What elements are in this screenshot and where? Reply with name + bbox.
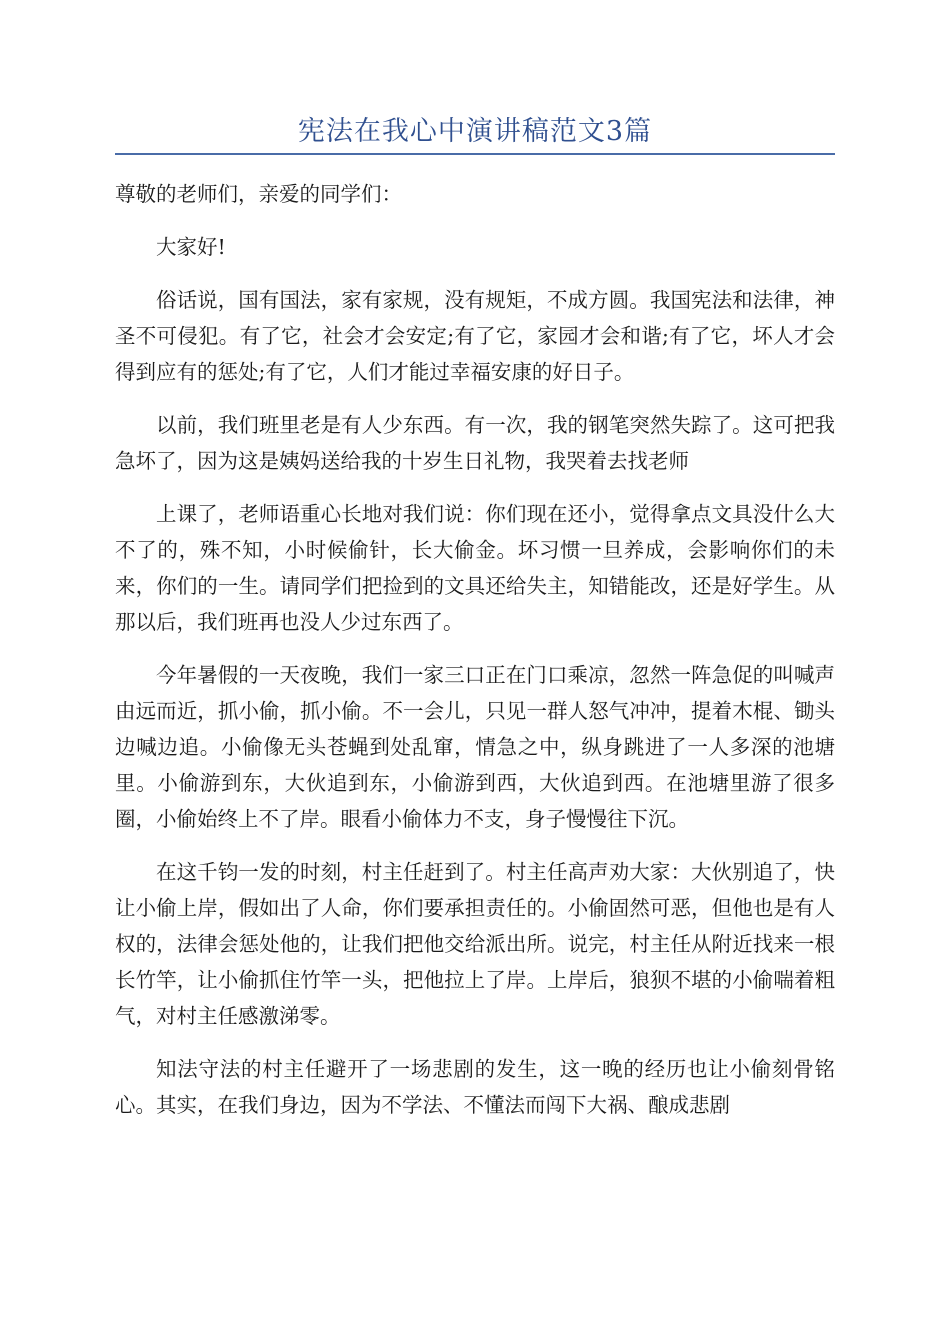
paragraph-greeting: 大家好!	[156, 235, 226, 259]
paragraph: 以前，我们班里老是有人少东西。有一次，我的钢笔突然失踪了。这可把我急坏了，因为这是姨妈送给我的十岁生日礼物，我哭着去找老师	[115, 413, 835, 473]
salutation: 尊敬的老师们，亲爱的同学们：	[115, 182, 402, 206]
paragraph: 上课了，老师语重心长地对我们说：你们现在还小，觉得拿点文具没什么大不了的，殊不知，小时候偷针，长大偷金。坏习惯一旦养成，会影响你们的未来，你们的一生。请同学们把捡到的文具还给失主，知错能改，还是好学生。从那以后，我们班再也没人少过东西了。	[115, 502, 835, 634]
paragraph: 今年暑假的一天夜晚，我们一家三口正在门口乘凉，忽然一阵急促的叫喊声由远而近，抓小偷，抓小偷。不一会儿，只见一群人怒气冲冲，提着木棍、锄头边喊边追。小偷像无头苍蝇到处乱窜，情急之中，纵身跳进了一人多深的池塘里。小偷游到东，大伙追到东，小偷游到西，大伙追到西。在池塘里游了很多圈，小偷始终上不了岸。眼看小偷体力不支，身子慢慢往下沉。	[115, 663, 835, 831]
paragraph: 在这千钧一发的时刻，村主任赶到了。村主任高声劝大家：大伙别追了，快让小偷上岸，假如出了人命，你们要承担责任的。小偷固然可恶，但他也是有人权的，法律会惩处他的，让我们把他交给派出所。说完，村主任从附近找来一根长竹竿，让小偷抓住竹竿一头，把他拉上了岸。上岸后，狼狈不堪的小偷喘着粗气，对村主任感激涕零。	[115, 860, 835, 1028]
paragraph: 知法守法的村主任避开了一场悲剧的发生，这一晚的经历也让小偷刻骨铭心。其实，在我们身边，因为不学法、不懂法而闯下大祸、酿成悲剧	[115, 1057, 835, 1117]
document-body	[115, 176, 835, 1140]
title-underline	[115, 153, 835, 155]
document-title: 宪法在我心中演讲稿范文3篇	[297, 116, 653, 147]
paragraph: 俗话说，国有国法，家有家规，没有规矩，不成方圆。我国宪法和法律，神圣不可侵犯。有了它，社会才会安定;有了它，家园才会和谐;有了它，坏人才会得到应有的惩处;有了它，人们才能过幸福安康的好日子。	[115, 288, 835, 384]
